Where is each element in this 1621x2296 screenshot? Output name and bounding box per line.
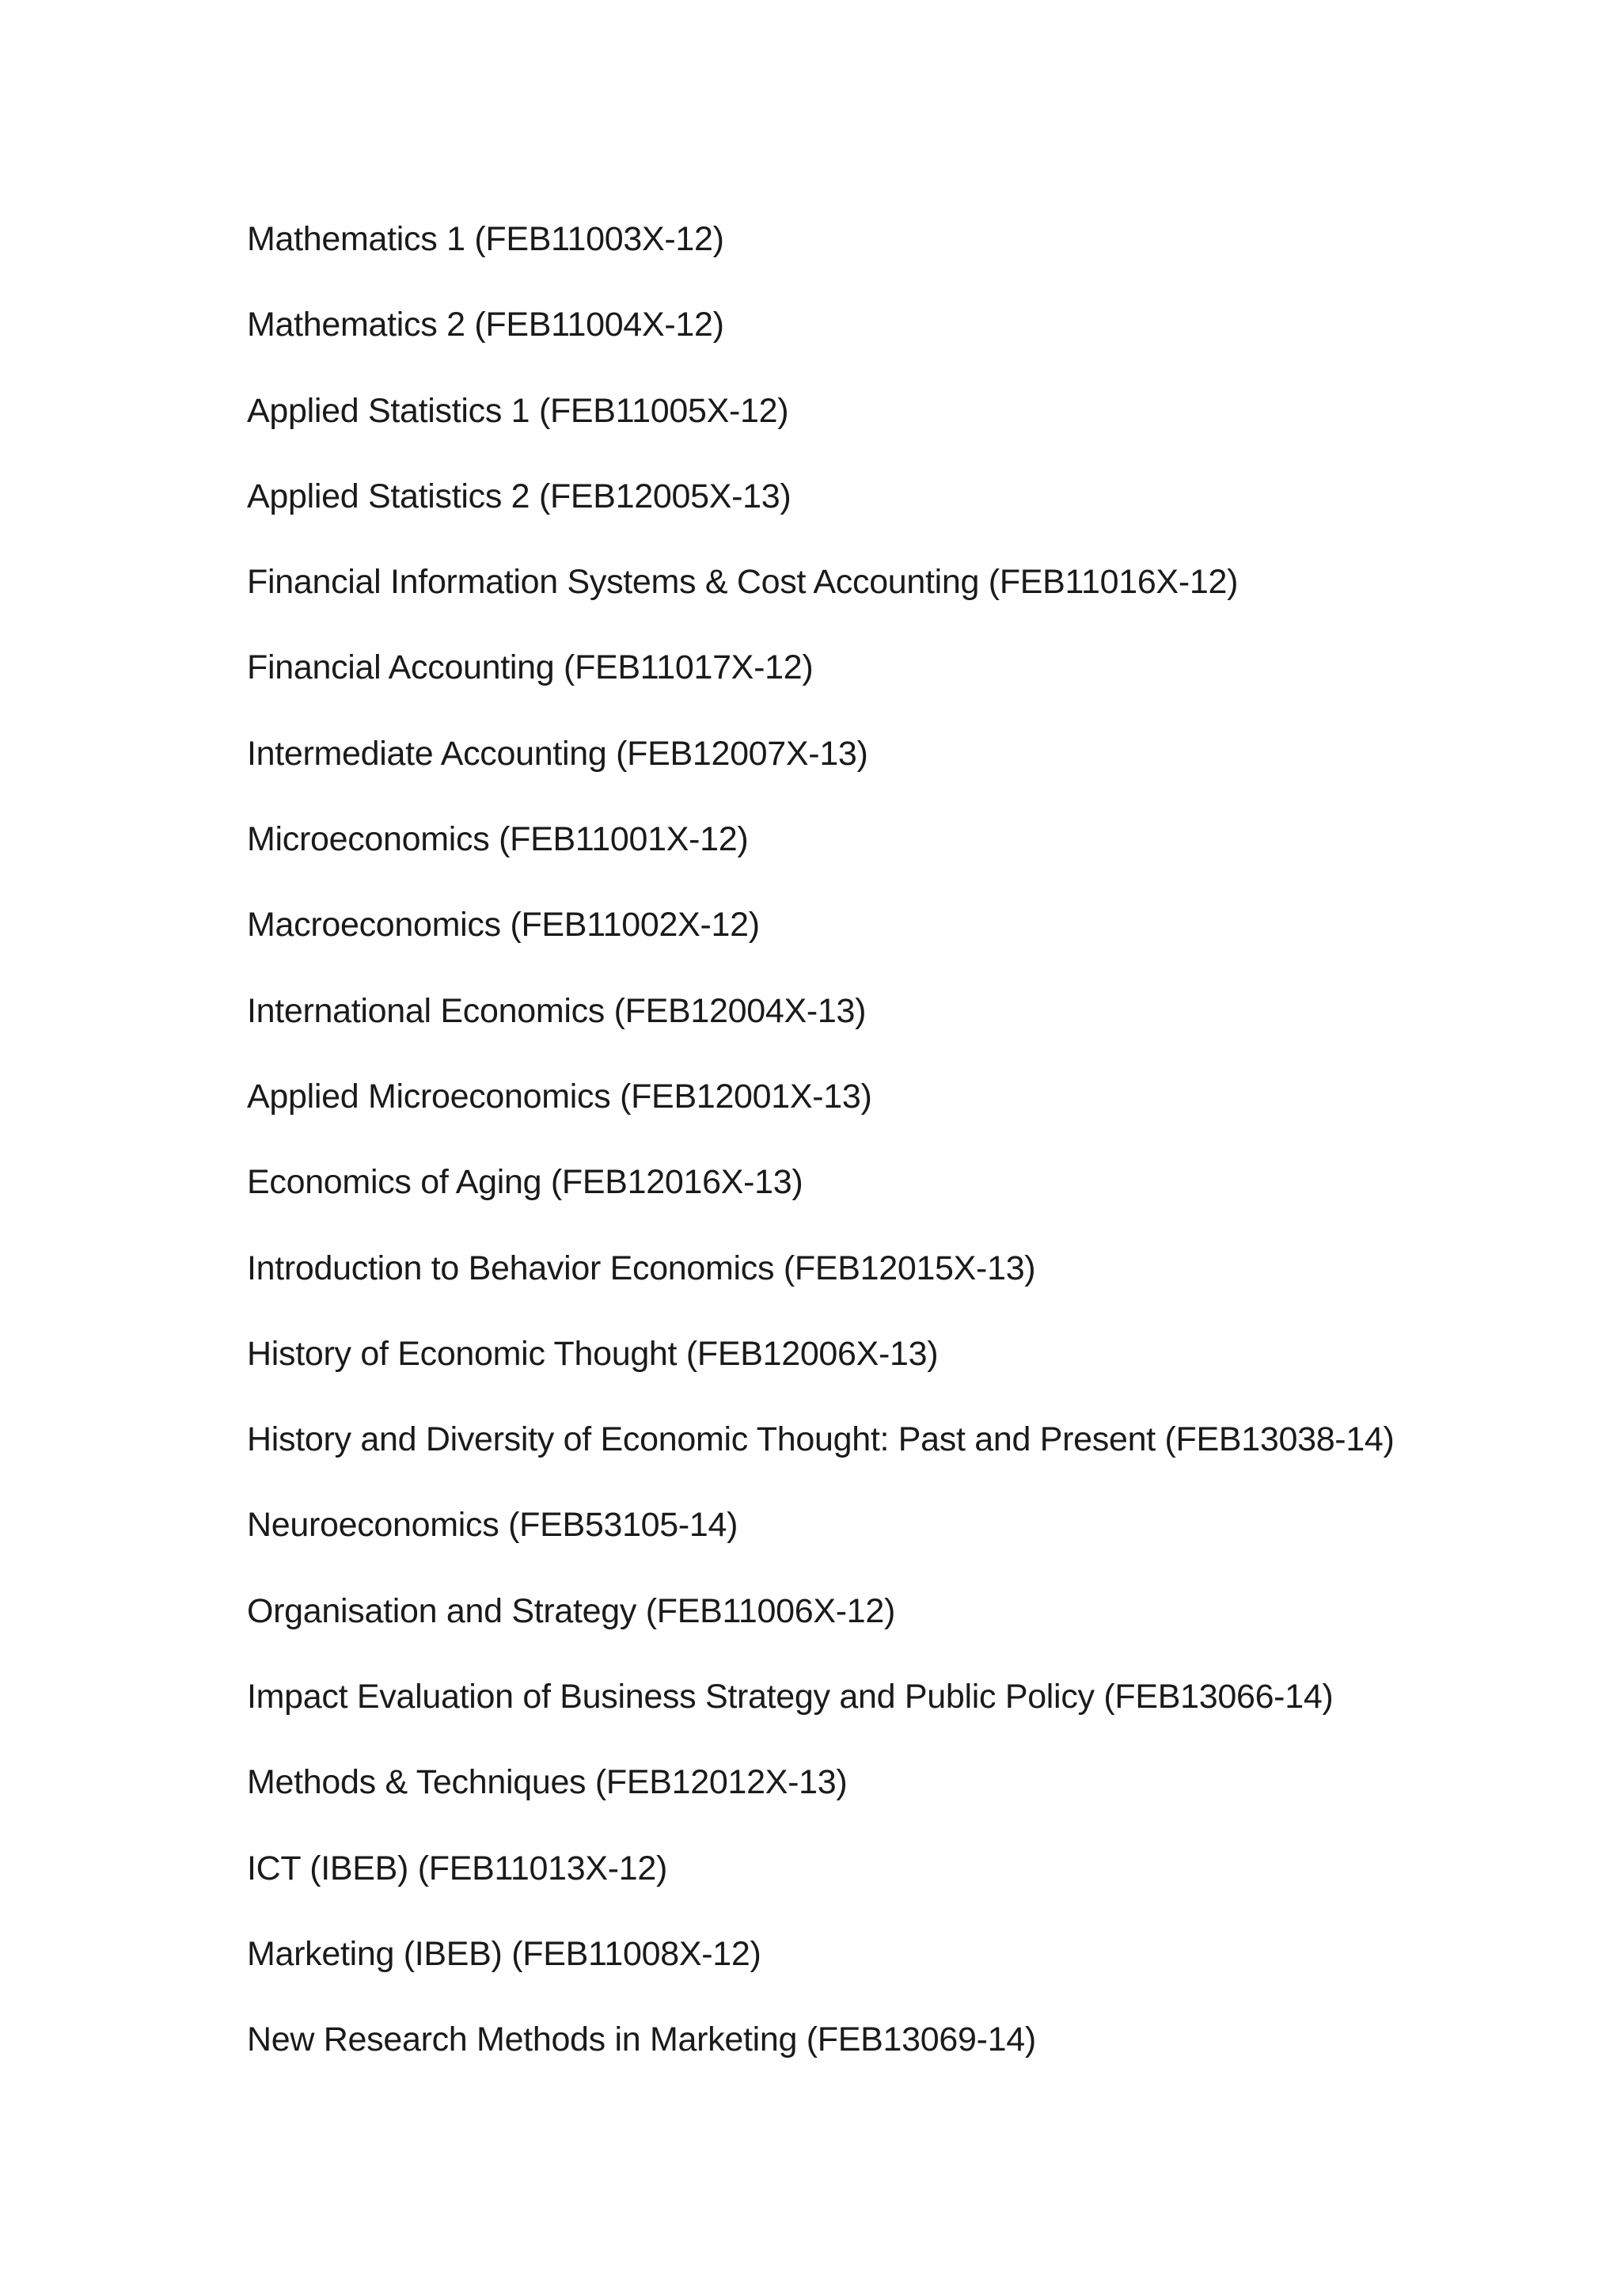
course-item: Applied Microeconomics (FEB12001X-13)	[247, 1077, 872, 1116]
course-item: Mathematics 1 (FEB11003X-12)	[247, 220, 724, 258]
course-item: Organisation and Strategy (FEB11006X-12)	[247, 1591, 896, 1630]
course-item: History and Diversity of Economic Thought: Past and Present (FEB13038-14)	[247, 1420, 1395, 1459]
course-item: History of Economic Thought (FEB12006X-13)	[247, 1334, 939, 1373]
course-item: International Economics (FEB12004X-13)	[247, 991, 867, 1030]
course-item: New Research Methods in Marketing (FEB13069-14)	[247, 2020, 1036, 2059]
course-item: Introduction to Behavior Economics (FEB12015X-13)	[247, 1249, 1036, 1287]
course-item: Neuroeconomics (FEB53105-14)	[247, 1506, 738, 1545]
course-item: Mathematics 2 (FEB11004X-12)	[247, 306, 724, 344]
course-item: Financial Information Systems & Cost Accounting (FEB11016X-12)	[247, 563, 1239, 602]
course-list	[247, 215, 1513, 2102]
course-item: Applied Statistics 1 (FEB11005X-12)	[247, 391, 789, 430]
course-item: Microeconomics (FEB11001X-12)	[247, 820, 749, 859]
course-item: ICT (IBEB) (FEB11013X-12)	[247, 1849, 667, 1887]
course-item: Financial Accounting (FEB11017X-12)	[247, 648, 814, 687]
course-item: Intermediate Accounting (FEB12007X-13)	[247, 734, 868, 773]
course-item: Macroeconomics (FEB11002X-12)	[247, 906, 760, 945]
course-item: Marketing (IBEB) (FEB11008X-12)	[247, 1934, 761, 1973]
course-item: Applied Statistics 2 (FEB12005X-13)	[247, 477, 792, 515]
course-item: Methods & Techniques (FEB12012X-13)	[247, 1763, 848, 1802]
course-item: Economics of Aging (FEB12016X-13)	[247, 1163, 803, 1202]
course-item: Impact Evaluation of Business Strategy and Public Policy (FEB13066-14)	[247, 1678, 1334, 1716]
